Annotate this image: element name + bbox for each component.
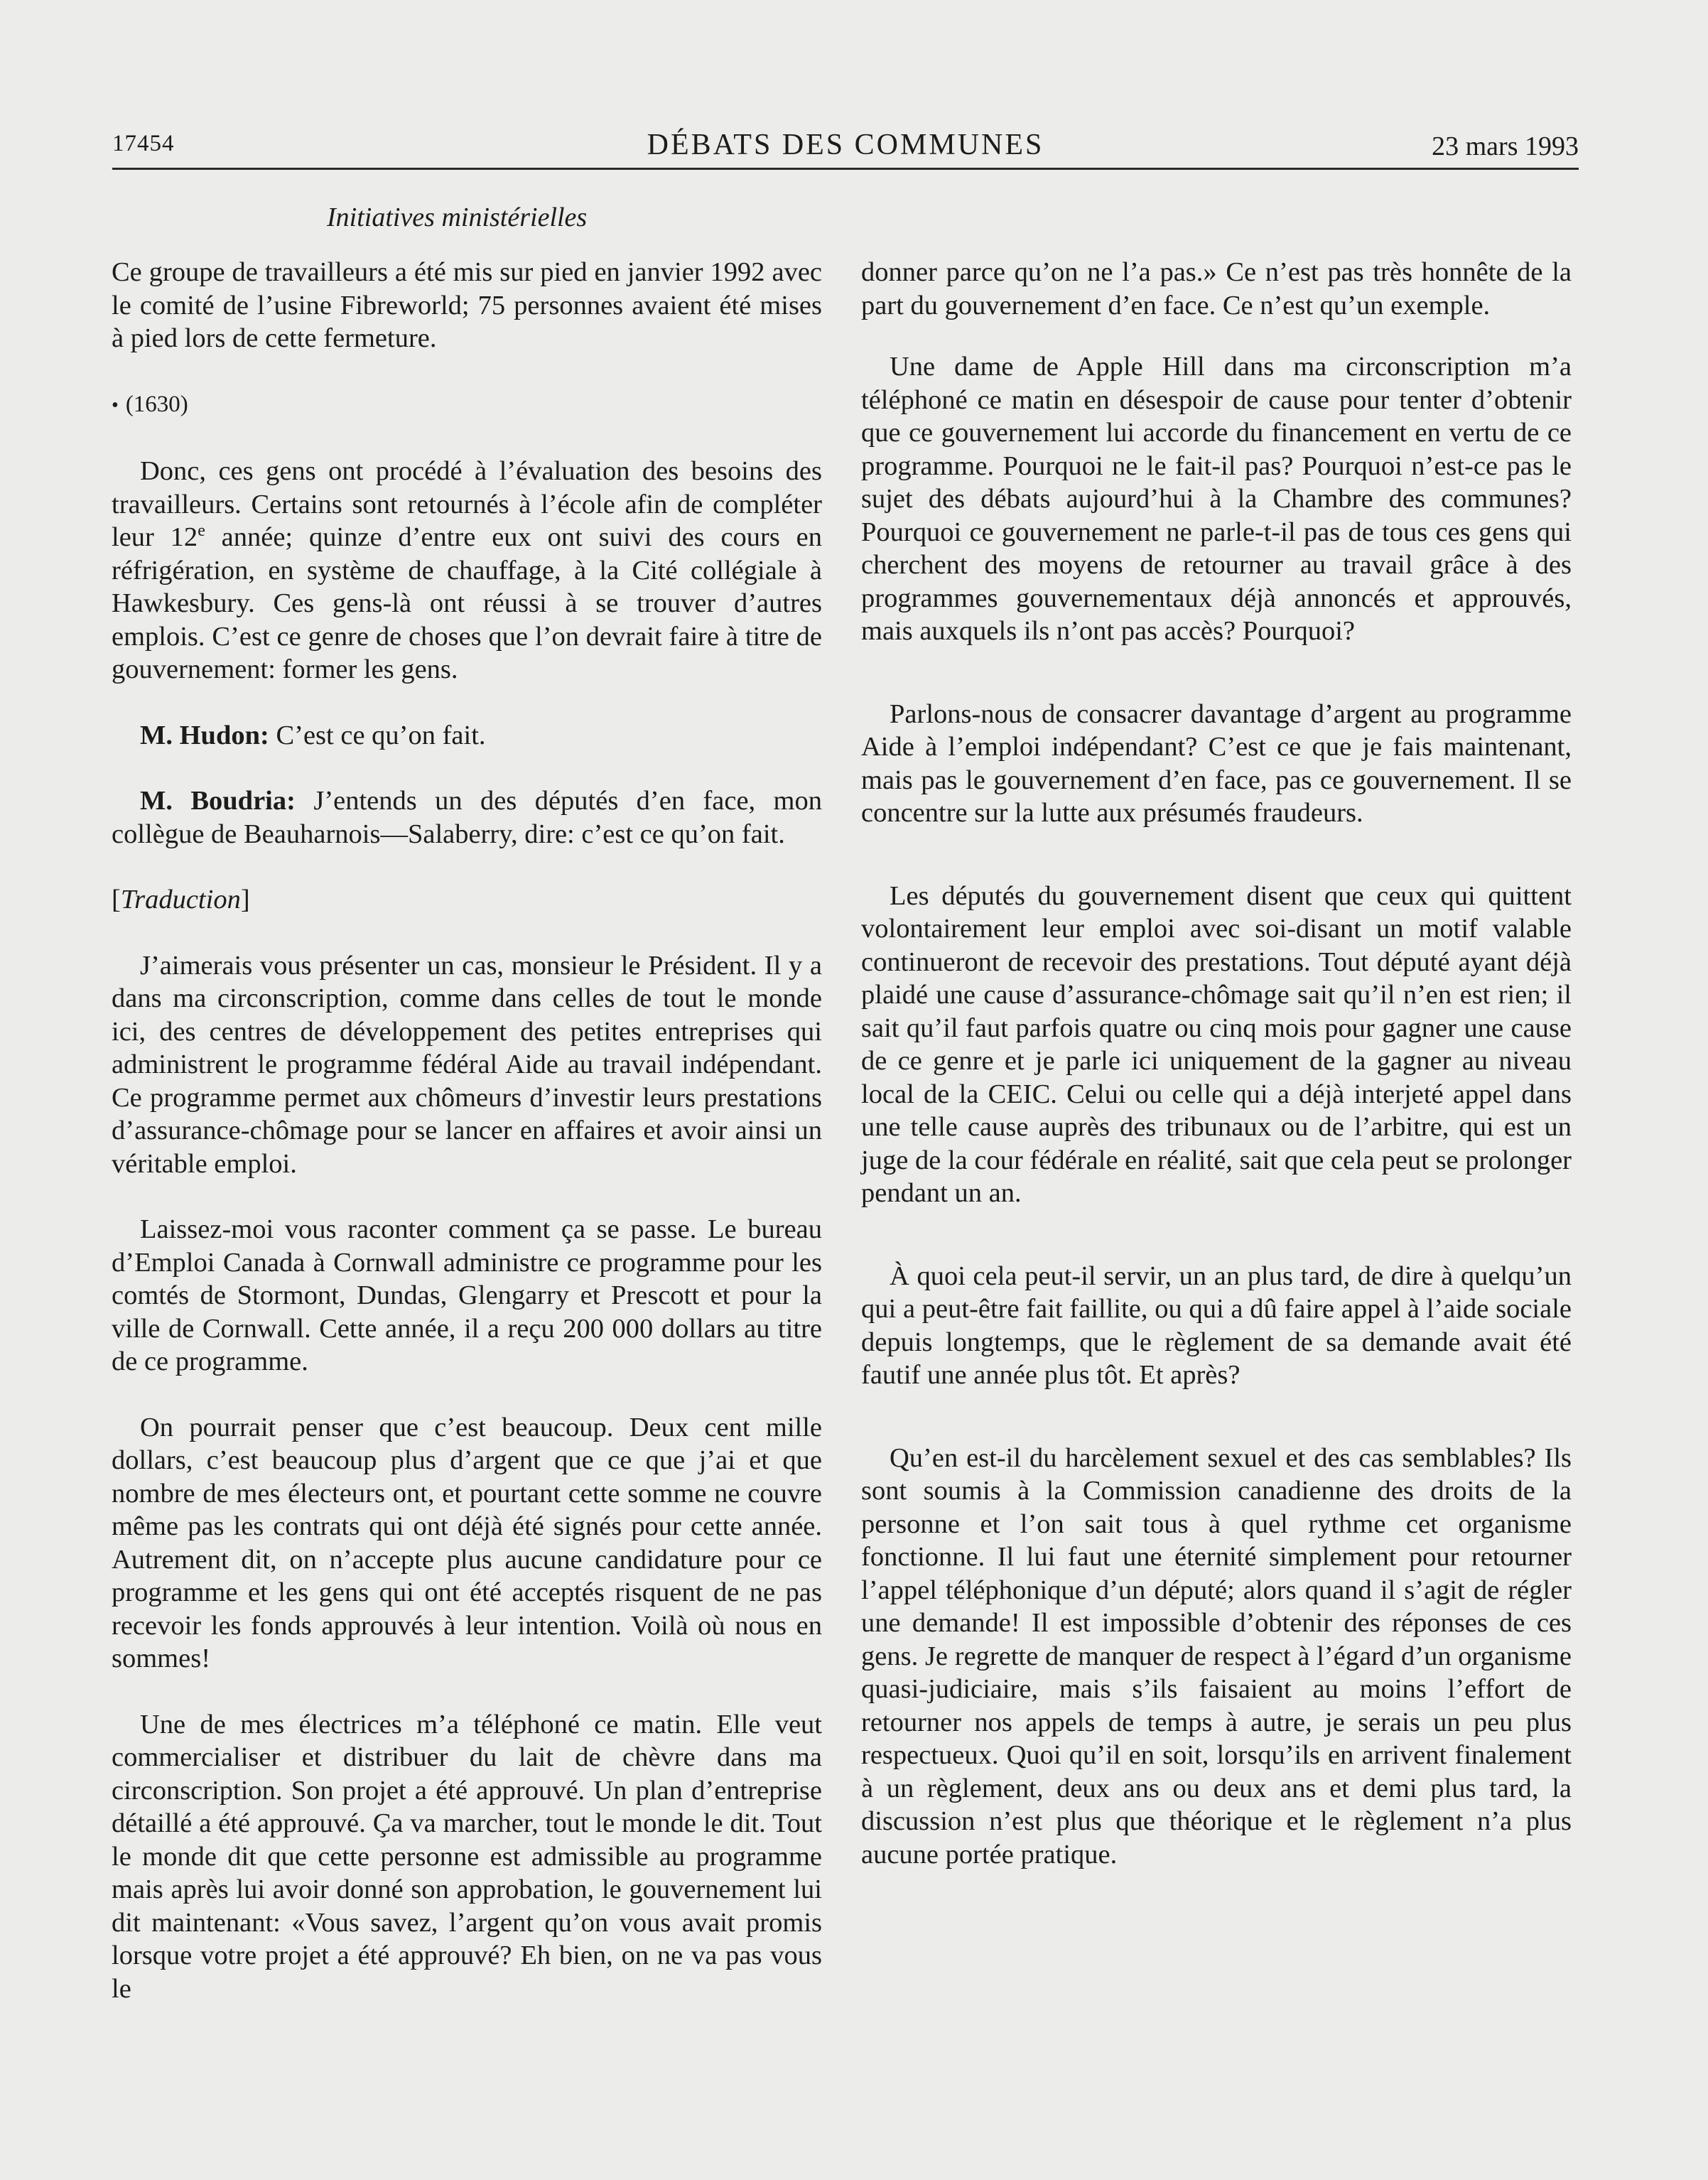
- publication-date: 23 mars 1993: [1432, 131, 1579, 161]
- timestamp-text: (1630): [125, 391, 188, 417]
- bracket: [: [112, 885, 121, 914]
- superscript: e: [198, 522, 205, 541]
- paragraph-text: année; quinze d’entre eux ont suivi des cours en réfrigération, en système de chauffage, à la Cité collégiale à Hawkesbury. Ces gens-là ont réussi à se trouver d’autres emplois. C’est ce genre de choses que l’on devrait faire à titre de gouvernement: former les gens.: [112, 522, 823, 684]
- paragraph: Une dame de Apple Hill dans ma circonscription m’a téléphoné ce matin en désespoir de cause pour tenter d’obtenir que ce gouvernement lui accorde du financement en vertu de ce programme. Pourquoi ne le fait-il pas? Pourquoi n’est-ce pas le sujet des débats aujourd’hui à la Chambre des communes? Pourquoi ce gouvernement ne parle-t-il pas de tous ces gens qui cherchent des moyens de retourner au travail grâce à des programmes gouvernementaux déjà annoncés et approuvés, mais auxquels ils n’ont pas accès? Pourquoi?: [861, 352, 1572, 646]
- paragraph-text: Donc, ces gens ont procédé à l’évaluation des besoins des travailleurs. Certains sont retournés à l’école afin de compléter leur 12: [112, 456, 822, 552]
- speech-boudria: [112, 784, 822, 851]
- speech-text: J’entends un des députés d’en face, mon collègue de Beauharnois—Salaberry, dire: c’est ce qu’on fait.: [112, 786, 822, 849]
- paragraph: J’aimerais vous présenter un cas, monsieur le Président. Il y a dans ma circonscription, comme dans celles de tout le monde ici, des centres de développement des petites entreprises qui administrent le programme fédéral Aide au travail indépendant. Ce programme permet aux chômeurs d’investir leurs prestations d’assurance-chômage pour se lancer en affaires et avoir ainsi un véritable emploi.: [112, 950, 822, 1179]
- speaker-name: M. Hudon:: [140, 720, 269, 750]
- page-header: [112, 125, 1579, 170]
- paragraph: [112, 455, 822, 686]
- paragraph: Les députés du gouvernement disent que ceux qui quittent volontairement leur emploi avec soi-disant un motif valable continueront de recevoir des prestations. Tout député ayant déjà plaidé une cause d’assurance-chômage sait qu’il n’en est rien; il sait qu’il faut parfois quatre ou cinq mois pour gagner une cause de ce genre et je parle ici uniquement de la gagner au niveau local de la CEIC. Celui ou celle qui a déjà interjeté appel dans une telle cause auprès des tribunaux ou de l’arbitre, qui est un juge de la cour fédérale en réalité, sait que cela peut se prolonger pendant un an.: [861, 880, 1572, 1208]
- left-column: [112, 256, 822, 2038]
- paragraph: Laissez-moi vous raconter comment ça se passe. Le bureau d’Emploi Canada à Cornwall administre ce programme pour les comtés de Stormont, Dundas, Glengarry et Prescott et pour la ville de Cornwall. Cette année, il a reçu 200 000 dollars au titre de ce programme.: [112, 1214, 822, 1376]
- translation-label: Traduction: [120, 885, 241, 914]
- speech-hudon: [112, 719, 822, 752]
- bracket: ]: [240, 885, 250, 914]
- section-title: Initiatives ministérielles: [327, 203, 588, 232]
- right-column: [861, 256, 1572, 1921]
- speaker-name: M. Boudria:: [140, 786, 296, 816]
- paragraph: Une de mes électrices m’a téléphoné ce matin. Elle veut commercialiser et distribuer du lait de chèvre dans ma circonscription. Son projet a été approuvé. Un plan d’entreprise détaillé a été approuvé. Ça va marcher, tout le monde le dit. Tout le monde dit que cette personne est admissible au programme mais après lui avoir donné son approbation, le gouvernement lui dit maintenant: «Vous savez, l’argent qu’on vous avait promis lorsque votre projet a été approuvé? Eh bien, on ne va pas vous le: [112, 1709, 822, 2004]
- paragraph: Qu’en est-il du harcèlement sexuel et des cas semblables? Ils sont soumis à la Commission canadienne des droits de la personne et l’on sait tous à quel rythme cet organisme fonctionne. Il lui faut une éternité simplement pour retourner l’appel téléphonique d’un député; alors quand il s’agit de régler une demande! Il est impossible d’obtenir des réponses de ces gens. Je regrette de manquer de respect à l’égard d’un organisme quasi-judiciaire, mais s’ils faisaient au moins l’effort de retourner nos appels de temps à autre, je serais un peu plus respectueux. Quoi qu’il en soit, lorsqu’ils en arrivent finalement à un règlement, deux ans ou deux ans et demi plus tard, la discussion n’est plus que théorique et le règlement n’a plus aucune portée pratique.: [861, 1442, 1572, 1869]
- paragraph: À quoi cela peut-il servir, un an plus tard, de dire à quelqu’un qui a peut-être fait faillite, ou qui a dû faire appel à l’aide sociale depuis longtemps, que le règlement de sa demande avait été fautif une année plus tôt. Et après?: [861, 1261, 1572, 1390]
- timestamp: [112, 388, 822, 423]
- paragraph: Parlons-nous de consacrer davantage d’argent au programme Aide à l’emploi indépendant? C’est ce que je fais maintenant, mais pas le gouvernement d’en face, pas ce gouvernement. Il se concentre sur la lutte aux présumés fraudeurs.: [861, 698, 1572, 828]
- page-number: 17454: [112, 131, 175, 156]
- publication-title: DÉBATS DES COMMUNES: [647, 129, 1044, 161]
- translation-tag: [112, 883, 822, 917]
- paragraph: donner parce qu’on ne l’a pas.» Ce n’est pas très honnête de la part du gouvernement d’en face. Ce n’est qu’un exemple.: [861, 257, 1572, 320]
- bullet-icon: •: [112, 394, 119, 416]
- paragraph: On pourrait penser que c’est beaucoup. Deux cent mille dollars, c’est beaucoup plus d’argent que ce que j’ai et que nombre de mes électeurs ont, et pourtant cette somme ne couvre même pas les contrats qui ont déjà été signés pour cette année. Autrement dit, on n’accepte plus aucune candidature pour ce programme et les gens qui ont été acceptés risquent de ne pas recevoir les fonds approuvés à leur intention. Voilà où nous en sommes!: [112, 1412, 822, 1673]
- paragraph: Ce groupe de travailleurs a été mis sur pied en janvier 1992 avec le comité de l’usine Fibreworld; 75 personnes avaient été mises à pied lors de cette fermeture.: [112, 257, 822, 353]
- speech-text: C’est ce qu’on fait.: [269, 720, 486, 750]
